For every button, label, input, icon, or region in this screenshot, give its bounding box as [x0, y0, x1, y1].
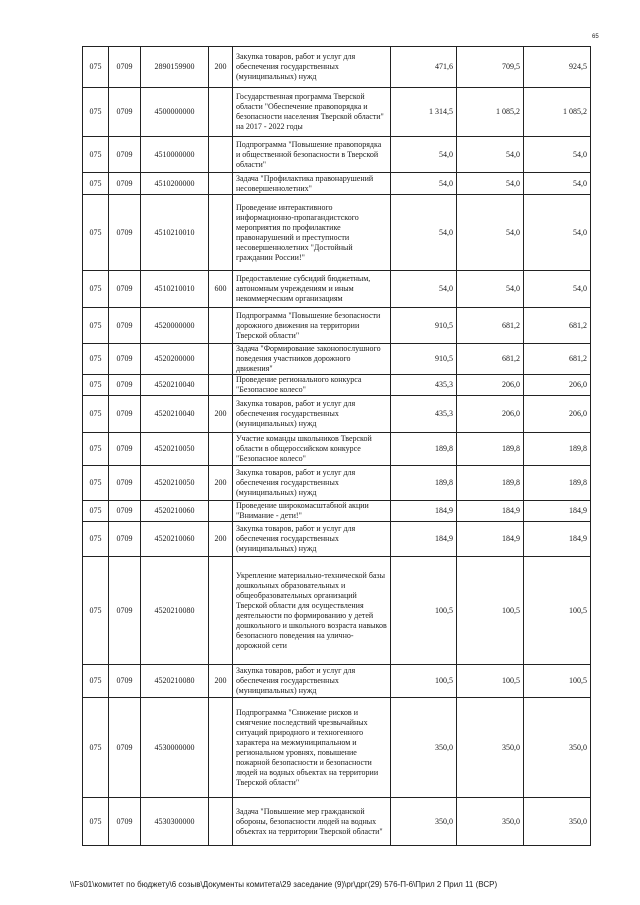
amount-year1-cell: 100,5	[391, 665, 457, 698]
amount-year1-cell: 350,0	[391, 798, 457, 846]
amount-year2-cell: 350,0	[457, 698, 524, 798]
table-row	[83, 396, 591, 433]
amount-year3-cell: 924,5	[524, 47, 591, 88]
item-name-cell: Подпрограмма "Снижение рисков и смягчение последствий чрезвычайных ситуаций природного и техногенного характера на межмуниципальном и региональном уровнях, повышение пожарной безопасности и безопасности людей на водных объектах на территории Тверской области"	[233, 698, 391, 798]
expense-type-cell	[209, 375, 233, 396]
section-code-cell: 0709	[109, 137, 141, 173]
amount-year1-cell: 435,3	[391, 375, 457, 396]
admin-code-cell: 075	[83, 344, 109, 375]
target-code-cell: 4520210040	[141, 396, 209, 433]
expense-type-cell	[209, 557, 233, 665]
amount-year2-cell: 184,9	[457, 522, 524, 557]
target-code-cell: 4520210080	[141, 557, 209, 665]
amount-year1-cell: 184,9	[391, 501, 457, 522]
amount-year2-cell: 54,0	[457, 271, 524, 308]
table-row	[83, 88, 591, 137]
amount-year2-cell: 189,8	[457, 466, 524, 501]
amount-year1-cell: 54,0	[391, 195, 457, 271]
amount-year3-cell: 54,0	[524, 173, 591, 195]
amount-year1-cell: 1 314,5	[391, 88, 457, 137]
amount-year3-cell: 100,5	[524, 557, 591, 665]
section-code-cell: 0709	[109, 344, 141, 375]
item-name-cell: Предоставление субсидий бюджетным, автономным учреждениям и иным некоммерческим организациям	[233, 271, 391, 308]
admin-code-cell: 075	[83, 308, 109, 344]
amount-year2-cell: 350,0	[457, 798, 524, 846]
section-code-cell: 0709	[109, 396, 141, 433]
item-name-cell: Закупка товаров, работ и услуг для обеспечения государственных (муниципальных) нужд	[233, 396, 391, 433]
expense-type-cell: 200	[209, 665, 233, 698]
target-code-cell: 4520200000	[141, 344, 209, 375]
amount-year1-cell: 910,5	[391, 308, 457, 344]
amount-year3-cell: 350,0	[524, 698, 591, 798]
target-code-cell: 4530300000	[141, 798, 209, 846]
item-name-cell: Подпрограмма "Повышение безопасности дорожного движения на территории Тверской области"	[233, 308, 391, 344]
amount-year3-cell: 189,8	[524, 433, 591, 466]
item-name-cell: Проведение широкомасштабной акции "Внимание - дети!"	[233, 501, 391, 522]
page-number: 65	[592, 34, 599, 40]
section-code-cell: 0709	[109, 698, 141, 798]
expense-type-cell: 200	[209, 396, 233, 433]
amount-year2-cell: 54,0	[457, 173, 524, 195]
admin-code-cell: 075	[83, 47, 109, 88]
target-code-cell: 4520210080	[141, 665, 209, 698]
table-row	[83, 173, 591, 195]
amount-year1-cell: 100,5	[391, 557, 457, 665]
section-code-cell: 0709	[109, 47, 141, 88]
amount-year1-cell: 54,0	[391, 271, 457, 308]
item-name-cell: Государственная программа Тверской области "Обеспечение правопорядка и безопасности населения Тверской области" на 2017 - 2022 годы	[233, 88, 391, 137]
expense-type-cell	[209, 88, 233, 137]
expense-type-cell	[209, 698, 233, 798]
item-name-cell: Закупка товаров, работ и услуг для обеспечения государственных (муниципальных) нужд	[233, 522, 391, 557]
amount-year1-cell: 184,9	[391, 522, 457, 557]
table-row	[83, 308, 591, 344]
admin-code-cell: 075	[83, 522, 109, 557]
admin-code-cell: 075	[83, 698, 109, 798]
amount-year2-cell: 681,2	[457, 308, 524, 344]
section-code-cell: 0709	[109, 557, 141, 665]
file-path-footer: \\Fs01\комитет по бюджету\6 созыв\Документы комитета\29 заседание (9)\pr\дрг(29) 576-П-6\Прил 2 Прил 11 (ВСР)	[70, 880, 498, 889]
item-name-cell: Подпрограмма "Повышение правопорядка и общественной безопасности в Тверской области"	[233, 137, 391, 173]
amount-year2-cell: 100,5	[457, 557, 524, 665]
target-code-cell: 4510200000	[141, 173, 209, 195]
amount-year3-cell: 189,8	[524, 466, 591, 501]
table-row	[83, 344, 591, 375]
item-name-cell: Укрепление материально-технической базы дошкольных образовательных и общеобразовательных организаций Тверской области для осуществления деятельности по формированию у детей дошкольного и школьного возраста навыков безопасного поведения на улично-дорожной сети	[233, 557, 391, 665]
amount-year2-cell: 681,2	[457, 344, 524, 375]
amount-year2-cell: 709,5	[457, 47, 524, 88]
item-name-cell: Задача "Повышение мер гражданской обороны, безопасности людей на водных объектах на территории Тверской области"	[233, 798, 391, 846]
amount-year3-cell: 206,0	[524, 375, 591, 396]
item-name-cell: Проведение интерактивного информационно-пропагандистского мероприятия по профилактике правонарушений и преступности несовершеннолетних "Достойный гражданин России!"	[233, 195, 391, 271]
amount-year2-cell: 1 085,2	[457, 88, 524, 137]
table-row	[83, 501, 591, 522]
target-code-cell: 4520210060	[141, 522, 209, 557]
section-code-cell: 0709	[109, 433, 141, 466]
target-code-cell: 4530000000	[141, 698, 209, 798]
item-name-cell: Закупка товаров, работ и услуг для обеспечения государственных (муниципальных) нужд	[233, 665, 391, 698]
target-code-cell: 4520210050	[141, 433, 209, 466]
item-name-cell: Закупка товаров, работ и услуг для обеспечения государственных (муниципальных) нужд	[233, 47, 391, 88]
item-name-cell: Проведение регионального конкурса "Безопасное колесо"	[233, 375, 391, 396]
section-code-cell: 0709	[109, 308, 141, 344]
table-row	[83, 798, 591, 846]
admin-code-cell: 075	[83, 195, 109, 271]
section-code-cell: 0709	[109, 195, 141, 271]
section-code-cell: 0709	[109, 375, 141, 396]
table-row	[83, 557, 591, 665]
admin-code-cell: 075	[83, 88, 109, 137]
expense-type-cell	[209, 173, 233, 195]
section-code-cell: 0709	[109, 501, 141, 522]
amount-year3-cell: 206,0	[524, 396, 591, 433]
amount-year3-cell: 184,9	[524, 501, 591, 522]
admin-code-cell: 075	[83, 557, 109, 665]
item-name-cell: Закупка товаров, работ и услуг для обеспечения государственных (муниципальных) нужд	[233, 466, 391, 501]
expense-type-cell	[209, 344, 233, 375]
amount-year1-cell: 350,0	[391, 698, 457, 798]
amount-year2-cell: 189,8	[457, 433, 524, 466]
amount-year1-cell: 189,8	[391, 466, 457, 501]
amount-year2-cell: 206,0	[457, 396, 524, 433]
section-code-cell: 0709	[109, 665, 141, 698]
amount-year3-cell: 1 085,2	[524, 88, 591, 137]
section-code-cell: 0709	[109, 173, 141, 195]
amount-year3-cell: 681,2	[524, 308, 591, 344]
admin-code-cell: 075	[83, 466, 109, 501]
target-code-cell: 4510210010	[141, 271, 209, 308]
admin-code-cell: 075	[83, 396, 109, 433]
admin-code-cell: 075	[83, 501, 109, 522]
amount-year2-cell: 100,5	[457, 665, 524, 698]
amount-year3-cell: 54,0	[524, 195, 591, 271]
table-row	[83, 433, 591, 466]
expense-type-cell: 200	[209, 522, 233, 557]
amount-year3-cell: 54,0	[524, 137, 591, 173]
amount-year3-cell: 350,0	[524, 798, 591, 846]
table-row	[83, 195, 591, 271]
target-code-cell: 2890159900	[141, 47, 209, 88]
admin-code-cell: 075	[83, 433, 109, 466]
table-row	[83, 522, 591, 557]
amount-year1-cell: 54,0	[391, 173, 457, 195]
admin-code-cell: 075	[83, 137, 109, 173]
expense-type-cell	[209, 308, 233, 344]
item-name-cell: Задача "Формирование законопослушного поведения участников дорожного движения"	[233, 344, 391, 375]
amount-year1-cell: 54,0	[391, 137, 457, 173]
amount-year3-cell: 100,5	[524, 665, 591, 698]
table-row	[83, 698, 591, 798]
amount-year3-cell: 54,0	[524, 271, 591, 308]
target-code-cell: 4520210050	[141, 466, 209, 501]
section-code-cell: 0709	[109, 522, 141, 557]
table-row	[83, 665, 591, 698]
target-code-cell: 4510000000	[141, 137, 209, 173]
admin-code-cell: 075	[83, 375, 109, 396]
amount-year1-cell: 910,5	[391, 344, 457, 375]
amount-year1-cell: 471,6	[391, 47, 457, 88]
expense-type-cell	[209, 137, 233, 173]
table-row	[83, 466, 591, 501]
section-code-cell: 0709	[109, 271, 141, 308]
table-row	[83, 137, 591, 173]
target-code-cell: 4520210040	[141, 375, 209, 396]
item-name-cell: Участие команды школьников Тверской области в общероссийском конкурсе "Безопасное колесо"	[233, 433, 391, 466]
amount-year2-cell: 184,9	[457, 501, 524, 522]
admin-code-cell: 075	[83, 173, 109, 195]
table-row	[83, 375, 591, 396]
section-code-cell: 0709	[109, 88, 141, 137]
admin-code-cell: 075	[83, 271, 109, 308]
budget-table	[82, 46, 591, 846]
expense-type-cell: 200	[209, 47, 233, 88]
item-name-cell: Задача "Профилактика правонарушений несовершеннолетних"	[233, 173, 391, 195]
section-code-cell: 0709	[109, 798, 141, 846]
expense-type-cell	[209, 501, 233, 522]
amount-year3-cell: 184,9	[524, 522, 591, 557]
amount-year1-cell: 189,8	[391, 433, 457, 466]
table-row	[83, 271, 591, 308]
expense-type-cell	[209, 433, 233, 466]
target-code-cell: 4520210060	[141, 501, 209, 522]
amount-year2-cell: 54,0	[457, 195, 524, 271]
target-code-cell: 4500000000	[141, 88, 209, 137]
expense-type-cell	[209, 798, 233, 846]
expense-type-cell: 600	[209, 271, 233, 308]
admin-code-cell: 075	[83, 665, 109, 698]
admin-code-cell: 075	[83, 798, 109, 846]
table-row	[83, 47, 591, 88]
amount-year2-cell: 54,0	[457, 137, 524, 173]
amount-year1-cell: 435,3	[391, 396, 457, 433]
target-code-cell: 4520000000	[141, 308, 209, 344]
expense-type-cell: 200	[209, 466, 233, 501]
section-code-cell: 0709	[109, 466, 141, 501]
target-code-cell: 4510210010	[141, 195, 209, 271]
amount-year3-cell: 681,2	[524, 344, 591, 375]
amount-year2-cell: 206,0	[457, 375, 524, 396]
expense-type-cell	[209, 195, 233, 271]
